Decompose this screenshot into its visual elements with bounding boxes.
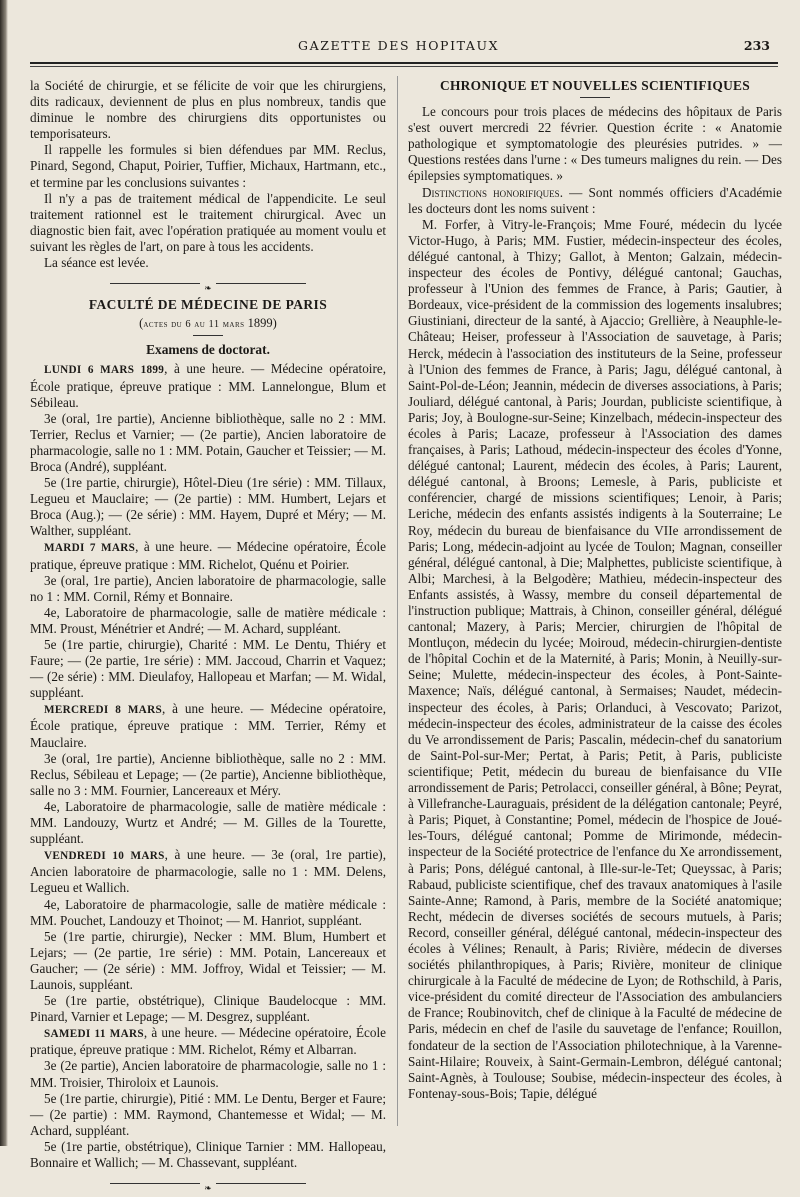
exam-entry — [30, 701, 386, 750]
section-ornament-end: ❧ — [30, 1179, 386, 1187]
faculte-title: FACULTÉ DE MÉDECINE DE PARIS — [88, 297, 328, 313]
exam-entry — [30, 475, 386, 539]
subtitle-rule — [193, 335, 223, 336]
intro-paragraph: la Société de chirurgie, et se félicite de voir que les chirurgiens, dits radicaux, deviennent de plus en plus nombreux, tandis que diminue le nombre des chirurgiens dits opportunistes ou temporisateurs. — [30, 78, 386, 142]
exam-entry — [30, 897, 386, 929]
exam-details: 3e (oral, 1re partie), Ancienne bibliothèque, salle no 2 : MM. Reclus, Sébileau et Lepage; — (2e partie), Ancienne bibliothèque, salle no 3 : MM. Fournier, Lancereaux et Méry. — [30, 750, 386, 798]
exam-list — [30, 361, 386, 1171]
exam-details: 5e (1re partie, chirurgie), Charité : MM. Le Dentu, Thiéry et Faure; — (2e partie, 1re série) : MM. Jaccoud, Charrin et Vaquez; — (2e série) : MM. Dieulafoy, Hallopeau et Marfan; — M. Widal, suppléant. — [30, 637, 386, 701]
exam-entry — [30, 605, 386, 637]
section-ornament — [30, 279, 386, 294]
column-separator — [397, 76, 398, 1126]
exam-details: , à une heure. — Médecine opératoire, École pratique, épreuve pratique : MM. Lannelongue, Blum et Sébileau. — [30, 361, 386, 410]
exam-day: MERCREDI 8 MARS — [44, 704, 162, 717]
exam-entry — [30, 573, 386, 605]
intro-paragraph: Il rappelle les formules si bien défendues par MM. Reclus, Pinard, Segond, Chaput, Poirier, Tuffier, Michaux, Hartmann, etc., et termine par les conclusions suivantes : — [30, 142, 386, 190]
exam-day: MARDI 7 MARS — [44, 542, 136, 555]
header-rule-thin — [30, 66, 778, 67]
exam-entry — [30, 361, 386, 410]
exam-day: LUNDI 6 MARS 1899 — [44, 364, 165, 377]
exam-day: SAMEDI 11 MARS — [44, 1028, 144, 1041]
exam-details: 4e, Laboratoire de pharmacologie, salle de matière médicale : MM. Landouzy, Wurtz et André; — M. Gilles de la Tourette, suppléant. — [30, 798, 386, 847]
intro-paragraph: Il n'y a pas de traitement médical de l'appendicite. Le seul traitement rationnel est le traitement chirurgical. Avec un diagnostic bien fait, avec l'opération pratiquée au moment voulu et suivant les règles de l'art, on pare à tous les accidents. — [30, 190, 386, 254]
distinctions-label: Distinctions honorifiques. — [422, 184, 563, 200]
intro-paragraph: La séance est levée. — [44, 255, 149, 271]
right-column — [408, 78, 782, 1102]
exam-details: 3e (oral, 1re partie), Ancienne bibliothèque, salle no 2 : MM. Terrier, Reclus et Varnier; — (2e partie), Ancien laboratoire de pharmacologie, salle no 1 : MM. Potain, Gaucher et Teissier; — M. Broca (André), suppléant. — [30, 410, 386, 474]
exam-details: 5e (1re partie, chirurgie), Hôtel-Dieu (1re série) : MM. Tillaux, Legueu et Mauclaire; — (2e partie) : MM. Humbert, Lejars et Broca (Aug.); — (2e série) : MM. Hayem, Dupré et Méry; — M. Walther, suppléant. — [30, 475, 386, 539]
exam-details: 5e (1re partie, obstétrique), Clinique Tarnier : MM. Hallopeau, Bonnaire et Wallich; — M. Chassevant, suppléant. — [30, 1138, 386, 1170]
page-number: 233 — [743, 38, 770, 53]
page-binding-shadow — [0, 0, 8, 1146]
exam-details: , à une heure. — Médecine opératoire, École pratique, épreuve pratique : MM. Richelot, Rémy et Albarran. — [30, 1025, 386, 1058]
exam-details: 5e (1re partie, chirurgie), Necker : MM. Blum, Humbert et Lejars; — (2e partie, 1re série) : MM. Potain, Lancereaux et Gaucher; — (2e série) : MM. Joffroy, Widal et Teissier; — M. Launois, suppléant. — [30, 928, 386, 992]
header-rule — [30, 62, 778, 64]
exam-details: 3e (oral, 1re partie), Ancien laboratoire de pharmacologie, salle no 1 : MM. Cornil, Rémy et Bonnaire. — [30, 572, 386, 604]
exam-entry — [30, 1139, 386, 1171]
left-column — [30, 78, 386, 1197]
running-header — [28, 38, 778, 58]
examens-title: Examens de doctorat. — [146, 342, 270, 358]
exam-entry — [30, 799, 386, 847]
chronique-title: CHRONIQUE ET NOUVELLES SCIENTIFIQUES — [439, 78, 751, 93]
exam-entry — [30, 539, 386, 572]
exam-details: 5e (1re partie, obstétrique), Clinique Baudelocque : MM. Pinard, Varnier et Lepage; — M. Desgrez, suppléant. — [30, 993, 386, 1025]
exam-details: , à une heure. — Médecine opératoire, École pratique, épreuve pratique : MM. Terrier, Rémy et Mauclaire. — [30, 701, 387, 750]
distinctions-paragraph: Distinctions honorifiques. — Sont nommés officiers d'Académie les docteurs dont les noms suivent : — [408, 184, 782, 216]
exam-entry — [30, 1058, 386, 1090]
exam-details: , à une heure. — Médecine opératoire, École pratique, épreuve pratique : MM. Richelot, Quénu et Poirier. — [30, 539, 386, 572]
exam-entry — [30, 751, 386, 799]
exam-entry — [30, 847, 386, 896]
exam-entry — [30, 411, 386, 475]
faculte-subtitle: (actes du 6 au 11 mars 1899) — [139, 316, 277, 331]
exam-details: , à une heure. — 3e (oral, 1re partie), Ancien laboratoire de pharmacologie, salle no 1 : MM. Delens, Legueu et Wallich. — [30, 847, 386, 896]
names-paragraph: M. Forfer, à Vitry-le-François; Mme Fouré, médecin du lycée Victor-Hugo, à Paris; MM. Fustier, médecin-inspecteur des écoles, délégué cantonal, à Thizy; Gallot, à Menton; Galzain, médecin-inspecteur des écoles de Pontivy, délégué cantonal; Gauchas, professeur à l'Union des femmes de France, à Paris; Gautier, à Bordeaux, vice-président de la commission des logements insalubres; Giustiniani, directeur de la santé, à Ajaccio; Grellière, à Neauphle-le-Château; Heiser, professeur à l'Association de sauvetage, à Paris; Herck, médecin à l'association des instituteurs de la Seine, professeur à l'Union des femmes de France, à Paris; Jagu, délégué cantonal, à Saint-Pol-de-Léon; Jeannin, médecin de diverses associations, à Paris; Jouliard, délégué cantonal, à Paris; Jourdan, publiciste scientifique, à Paris; Joy, à Boulogne-sur-Seine; Kinzelbach, médecin-inspecteur des écoles à Paris; Lacaze, professeur à l'Association des dames françaises, à Paris; Lathoud, médecin-inspecteur des écoles d'Yonne, délégué cantonal; Laurent, médecin des écoles, à Paris; Laurent, délégué cantonal, à Broons; Lemesle, à Paris, publiciste et conférencier, chargé de missions scientifiques; Lenoir, à Paris; Leriche, médecin des enfants assistés indigents à la Souterraine; Le Roy, médecin du bureau de bienfaisance du VIIe arrondissement de Paris; Long, médecin-adjoint au lycée de Toulon; Magnan, conseiller général, délégué cantonal, à Die; Malphettes, publiciste scientifique, à Albi; Marchesi, à la Belgodère; Mathieu, médecin-inspecteur des Enfants assistés, à Wassy, membre du conseil départemental de l'instruction publique; Mattrais, à Chinon, conseiller général, délégué cantonal; Mazery, à Paris; Mercier, chirurgien de l'hôpital de Montluçon, médecin du lycée; Moiroud, médecin-chirurgien-dentiste de l'hôpital Cochin et de la Maternité, à Paris; Monin, à Neuilly-sur-Seine; Mulette, médecin-inspecteur des écoles, à Pont-Sainte-Maxence; Naïs, délégué cantonal, à Sermaises; Naudet, médecin-inspecteur des écoles, à Paris; Orlanduci, à Vescovato; Parizot, médecin-inspecteur des écoles, administrateur de la caisse des écoles du Ve arrondissement de Paris; Pascalin, médecin-chef du sanatorium de Saint-Pol-sur-Mer; Pertat, à Paris; Petit, à Paris, publiciste scientifique; Petit, médecin du bureau de bienfaisance du VIIe arrondissement de Paris; Petrolacci, conseiller général, à Bône; Peyrat, à Villefranche-Lauraguais, président de la délégation cantonale; Peyré, à Paris; Piquet, à Constantine; Pomel, médecin de l'hospice de Joué-les-Tours, délégué cantonal; Pomme de Mirimonde, médecin-inspecteur de la Société protectrice de l'enfance du Xe arrondissement, à Paris; Pons, délégué cantonal, à Ille-sur-le-Tet; Queyssac, à Paris; Rabaud, publiciste scientifique, chef des travaux anatomiques à l'asile Sainte-Anne; Ramond, à Paris, membre de la Société anatomique; Recht, médecin de diverses sociétés de secours mutuels, à Paris; Record, conseiller général, délégué cantonal, médecin-inspecteur des écoles à Vélines; Renault, à Paris; Rivière, médecin de diverses sociétés philanthropiques, à Paris; Rivière, moniteur de clinique chirurgicale à la Faculté de médecine de Lyon; de Rothschild, à Paris, vice-président du comité directeur de l'Association des ambulanciers de France; Roubinovitch, chef de clinique à la Faculté de médecine de Paris, médecin en chef de l'asile du sauvetage de l'enfance; Rouillon, fondateur de la section de l'Association philotechnique, à la Varenne-Saint-Hilaire; Rouveix, à Saint-Germain-Lembron, délégué cantonal; Saint-Agnès, à Toulouse; Soubise, médecin-inspecteur des écoles, à Fontenay-sous-Bois; Tapie, délégué — [408, 216, 782, 1101]
exam-details: 3e (2e partie), Ancien laboratoire de pharmacologie, salle no 1 : MM. Troisier, Thiroloix et Launois. — [30, 1058, 386, 1090]
exam-details: 4e, Laboratoire de pharmacologie, salle de matière médicale : MM. Pouchet, Landouzy et Thoinot; — M. Hanriot, suppléant. — [30, 896, 386, 928]
exam-details: 4e, Laboratoire de pharmacologie, salle de matière médicale : MM. Proust, Ménétrier et André; — M. Achard, suppléant. — [30, 604, 386, 636]
exam-details: 5e (1re partie, chirurgie), Pitié : MM. Le Dentu, Berger et Faure; — (2e partie) : MM. Raymond, Chantemesse et Widal; — M. Achard, suppléant. — [30, 1090, 386, 1138]
exam-entry — [30, 929, 386, 993]
concours-paragraph: Le concours pour trois places de médecins des hôpitaux de Paris s'est ouvert mercredi 22 février. Question écrite : « Anatomie pathologique et symptomatologie des pleurésies putrides. » — Questions restées dans l'urne : « Des tumeurs malignes du rein. — Des épilepsies symptomatiques. » — [408, 104, 782, 184]
chronique-rule — [580, 97, 610, 98]
ornament-glyph: ❧ — [200, 283, 216, 293]
exam-entry — [30, 993, 386, 1025]
exam-entry — [30, 1091, 386, 1139]
exam-entry — [30, 637, 386, 701]
exam-entry — [30, 1025, 386, 1058]
journal-title: GAZETTE DES HOPITAUX — [298, 38, 500, 53]
exam-day: VENDREDI 10 MARS — [44, 850, 165, 863]
